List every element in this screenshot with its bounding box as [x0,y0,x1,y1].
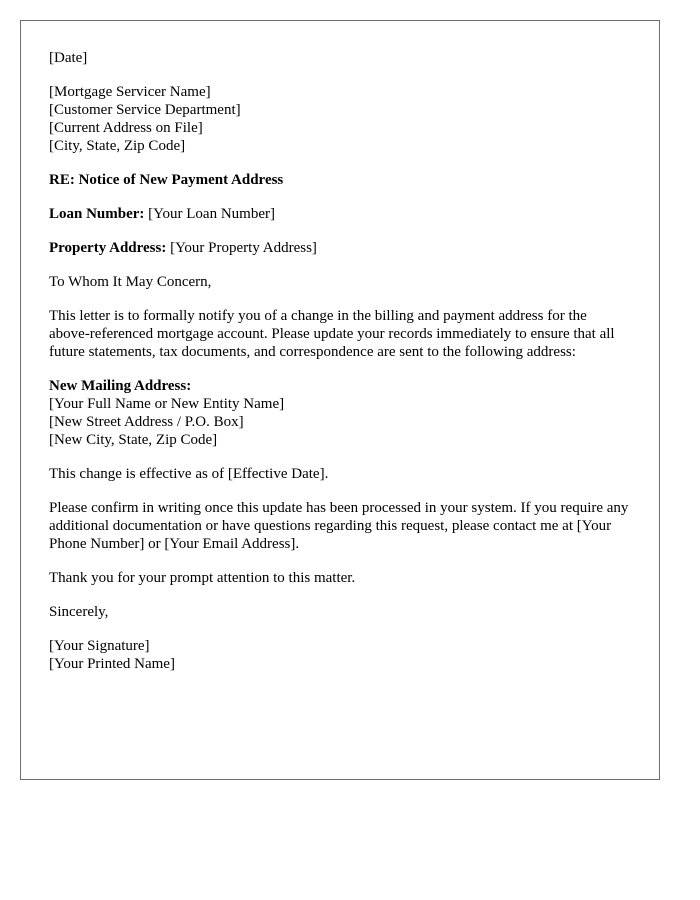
printed-name-line: [Your Printed Name] [49,656,175,672]
body-paragraph: This letter is to formally notify you of a change in the billing and payment address for the above-referenced mortgage account. Please update your records immediately to ensure that all future statements, tax documents, and correspondence are sent to the following address: [49,308,615,360]
new-mailing-address-block [49,377,631,449]
effective-date-paragraph: This change is effective as of [Effective Date]. [49,466,329,482]
new-mailing-address-label: New Mailing Address: [49,378,192,394]
loan-number-line [49,205,631,223]
property-address-value: [Your Property Address] [166,240,317,256]
re-subject-line: RE: Notice of New Payment Address [49,172,284,188]
date-line [49,49,631,67]
new-address-line-street: [New Street Address / P.O. Box] [49,414,244,430]
signature-block [49,637,631,673]
thank-you-paragraph: Thank you for your prompt attention to this matter. [49,570,356,586]
new-address-line-name: [Your Full Name or New Entity Name] [49,396,285,412]
property-address-label: Property Address: [49,240,167,256]
recipient-line-department: [Customer Service Department] [49,102,241,118]
closing: Sincerely, [49,604,109,620]
salutation: To Whom It May Concern, [49,274,212,290]
recipient-address-block [49,83,631,155]
recipient-line-city-state-zip: [City, State, Zip Code] [49,138,186,154]
confirmation-request-paragraph: Please confirm in writing once this update has been processed in your system. If you require any additional documentation or have questions regarding this request, please contact me at [Your Phone Number] or [Your Email Address]. [49,500,629,552]
signature-line: [Your Signature] [49,638,150,654]
recipient-line-servicer: [Mortgage Servicer Name] [49,84,211,100]
letter-page [20,20,660,780]
loan-number-value: [Your Loan Number] [144,206,275,222]
date-text: [Date] [49,50,88,66]
property-address-line [49,239,631,257]
loan-number-label: Loan Number: [49,206,145,222]
new-address-line-city-state-zip: [New City, State, Zip Code] [49,432,218,448]
recipient-line-address: [Current Address on File] [49,120,203,136]
